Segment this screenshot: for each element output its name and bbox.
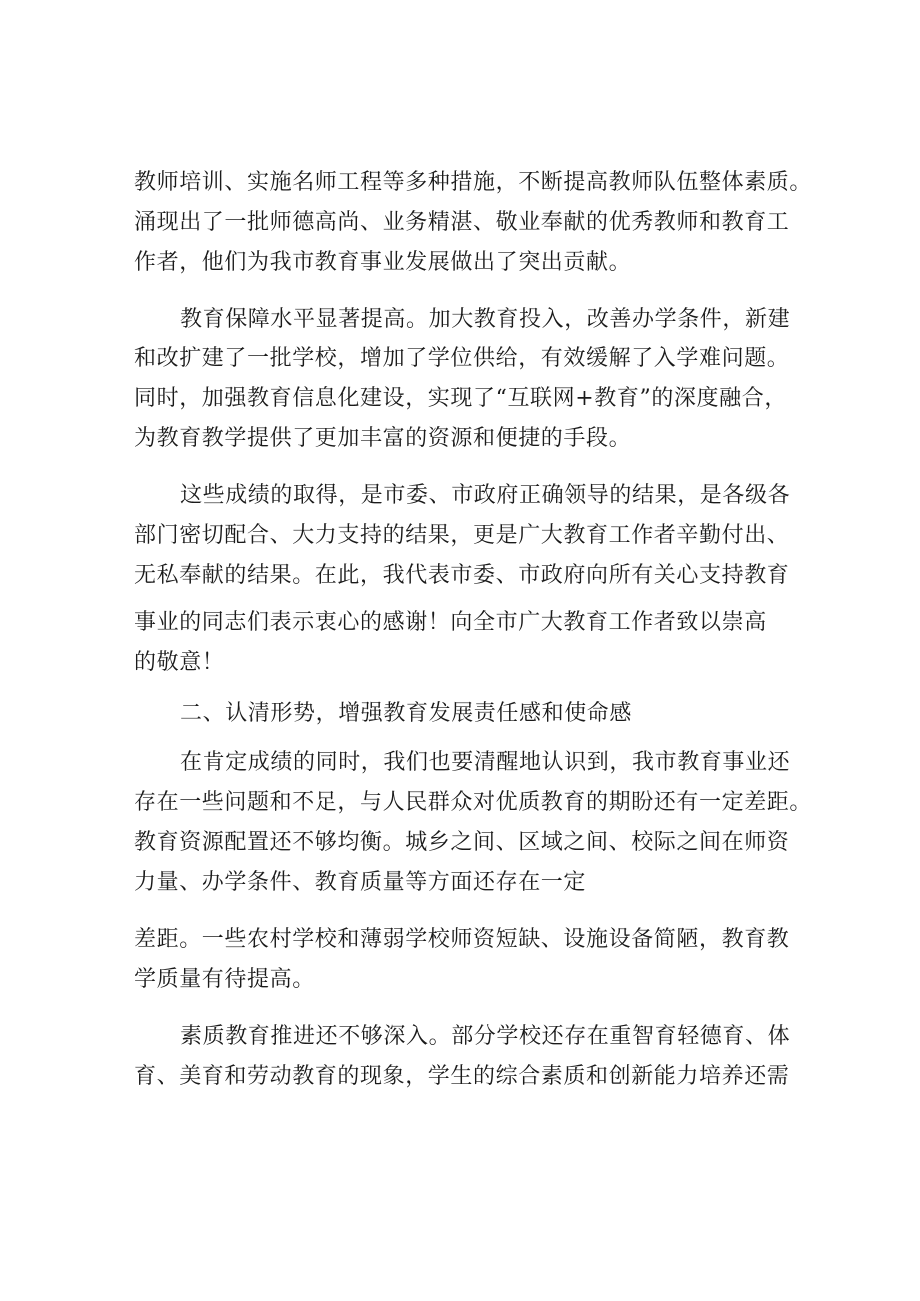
- text-line: 的敬意！: [134, 650, 225, 675]
- text-line: 教育资源配置还不够均衡。城乡之间、区域之间、校际之间在师资: [134, 830, 790, 855]
- text-line: 涌现出了一批师德高尚、业务精湛、敬业奉献的优秀教师和教育工: [134, 210, 790, 235]
- text-line: 教师培训、实施名师工程等多种措施，不断提高教师队伍整体素质。: [134, 170, 813, 195]
- text-line: 事业的同志们表示衷心的感谢！向全市广大教育工作者致以崇高: [134, 610, 767, 635]
- text-line: 为教育教学提供了更加丰富的资源和便捷的手段。: [134, 426, 632, 451]
- text-line: 无私奉献的结果。在此，我代表市委、市政府向所有关心支持教育: [134, 563, 790, 588]
- paragraph-start-line: 素质教育推进还不够深入。部分学校还存在重智育轻德育、体: [180, 1024, 791, 1049]
- text-line: 同时，加强教育信息化建设，实现了“互联网+教育”的深度融合，: [134, 386, 787, 411]
- section-heading: 二、认清形势，增强教育发展责任感和使命感: [180, 701, 633, 726]
- text-line: 作者，他们为我市教育事业发展做出了突出贡献。: [134, 250, 632, 275]
- text-line: 学质量有待提高。: [134, 967, 315, 992]
- paragraph-start-line: 这些成绩的取得，是市委、市政府正确领导的结果，是各级各: [180, 483, 791, 508]
- text-line: 差距。一些农村学校和薄弱学校师资短缺、设施设备简陋，教育教: [134, 927, 790, 952]
- text-line: 力量、办学条件、教育质量等方面还存在一定: [134, 870, 587, 895]
- paragraph-start-line: 教育保障水平显著提高。加大教育投入，改善办学条件，新建: [180, 307, 791, 332]
- text-line: 存在一些问题和不足，与人民群众对优质教育的期盼还有一定差距。: [134, 790, 813, 815]
- text-line: 育、美育和劳动教育的现象，学生的综合素质和创新能力培养还需: [134, 1064, 790, 1089]
- paragraph-start-line: 在肯定成绩的同时，我们也要清醒地认识到，我市教育事业还: [180, 750, 791, 775]
- text-line: 部门密切配合、大力支持的结果，更是广大教育工作者辛勤付出、: [134, 523, 790, 548]
- text-line: 和改扩建了一批学校，增加了学位供给，有效缓解了入学难问题。: [134, 346, 790, 371]
